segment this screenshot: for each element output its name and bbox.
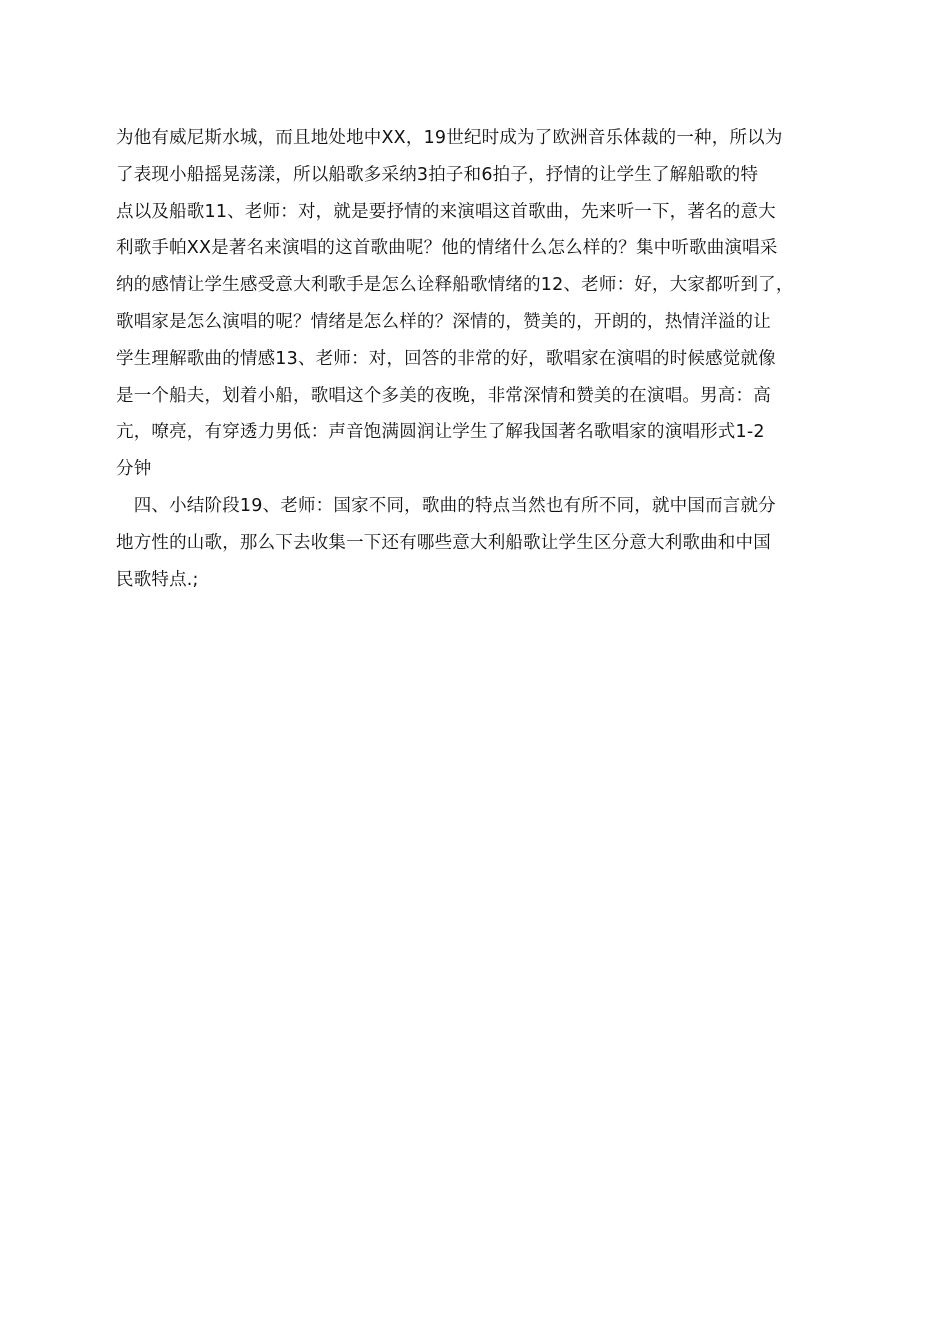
paragraph-summary bbox=[116, 488, 836, 598]
text-line: 民歌特点.; bbox=[116, 569, 199, 590]
text-line: 点以及船歌11、老师：对，就是要抒情的来演唱这首歌曲，先来听一下，著名的意大 bbox=[116, 201, 776, 222]
text-line: 分钟 bbox=[116, 459, 152, 480]
text-line: 利歌手帕XX是著名来演唱的这首歌曲呢？他的情绪什么怎么样的？集中听歌曲演唱采 bbox=[116, 238, 778, 259]
text-line: 是一个船夫，划着小船，歌唱这个多美的夜晚，非常深情和赞美的在演唱。男高：高 bbox=[116, 385, 771, 406]
document-body bbox=[116, 120, 836, 598]
text-line: 地方性的山歌，那么下去收集一下还有哪些意大利船歌让学生区分意大利歌曲和中国 bbox=[116, 532, 771, 553]
text-line: 亢，嘹亮，有穿透力男低：声音饱满圆润让学生了解我国著名歌唱家的演唱形式1-2 bbox=[116, 422, 765, 443]
paragraph-lesson-process bbox=[116, 120, 836, 488]
text-line: 学生理解歌曲的情感13、老师：对，回答的非常的好，歌唱家在演唱的时候感觉就像 bbox=[116, 348, 776, 369]
text-line: 了表现小船摇晃荡漾，所以船歌多采纳3拍子和6拍子，抒情的让学生了解船歌的特 bbox=[116, 164, 759, 185]
text-line: 为他有威尼斯水城，而且地处地中XX，19世纪时成为了欧洲音乐体裁的一种，所以为 bbox=[116, 128, 783, 148]
text-line: 歌唱家是怎么演唱的呢？情绪是怎么样的？深情的，赞美的，开朗的，热情洋溢的让 bbox=[116, 311, 771, 332]
text-line: 纳的感情让学生感受意大利歌手是怎么诠释船歌情绪的12、老师：好，大家都听到了， bbox=[116, 275, 794, 296]
text-line: 四、小结阶段19、老师：国家不同，歌曲的特点当然也有所不同，就中国而言就分 bbox=[116, 495, 776, 516]
